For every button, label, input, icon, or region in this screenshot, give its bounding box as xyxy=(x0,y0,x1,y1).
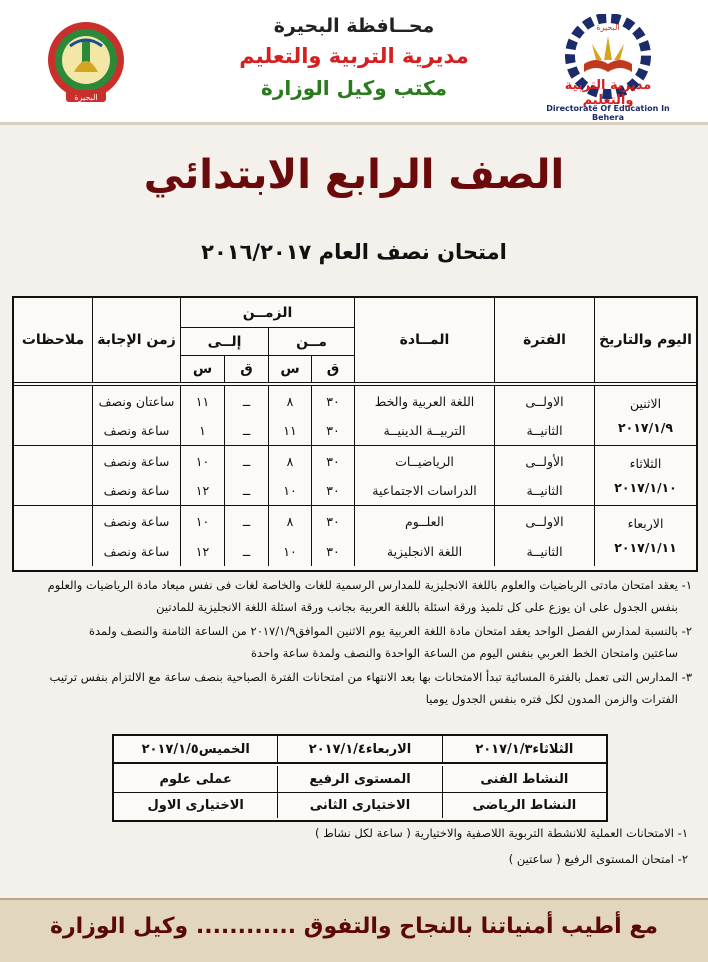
activity-science-practical: عملى علوم xyxy=(159,771,232,787)
foot-note-1: ١- الامتحانات العملية للانشطة التربوية اللاصفية والاختيارية ( ساعة لكل نشاط ) xyxy=(314,826,688,840)
cell-to-s: ١١ xyxy=(180,386,224,416)
cell-to-s: ١٠ xyxy=(180,506,224,536)
cell-from-q: ٣٠ xyxy=(311,386,354,416)
cell-notes xyxy=(14,386,92,416)
header-from-qaf: ق xyxy=(311,356,354,382)
cell-subject: التربيــة الدينيــة xyxy=(354,416,494,446)
activity-elective-2: الاختيارى الثانى xyxy=(277,793,441,818)
cell-from-q: ٣٠ xyxy=(311,416,354,446)
foot-note-2: ٢- امتحان المستوى الرفيع ( ساعتين ) xyxy=(508,852,688,866)
day-date: ٢٠١٧/١/٩ xyxy=(618,419,673,435)
cell-notes xyxy=(14,476,92,506)
header-band xyxy=(0,0,708,125)
cell-from-q: ٣٠ xyxy=(311,536,354,566)
cell-from-s: ١٠ xyxy=(268,476,311,506)
cell-duration: ساعة ونصف xyxy=(92,416,180,446)
cell-from-q: ٣٠ xyxy=(311,506,354,536)
directorate-name: مديرية التربية والتعليم xyxy=(239,44,469,68)
cell-from-s: ٨ xyxy=(268,386,311,416)
cell-duration: ساعة ونصف xyxy=(92,446,180,476)
cell-from-s: ٨ xyxy=(268,446,311,476)
day-date: ٢٠١٧/١/١١ xyxy=(614,540,677,555)
emblem-label: البحيرة xyxy=(74,93,98,102)
activities-row-1 xyxy=(114,766,606,793)
cell-notes xyxy=(14,446,92,476)
activity-advanced-level: المستوى الرفيع xyxy=(277,766,441,792)
logo-caption-text: Directorate Of Education In Behera xyxy=(546,104,670,122)
governorate-name: محــافظة البحيرة xyxy=(273,15,435,37)
header-to-seen: س xyxy=(180,356,224,382)
cell-subject: اللغة العربية والخط xyxy=(354,386,494,416)
cell-period: الثانيــة xyxy=(494,536,594,566)
office-name: مكتب وكيل الوزارة xyxy=(261,76,447,100)
cell-to-q: ــ xyxy=(224,446,268,476)
cell-to-q: ــ xyxy=(224,536,268,566)
day-date: ٢٠١٧/١/١٠ xyxy=(614,479,677,495)
activity-art: النشاط الفنى xyxy=(442,766,606,792)
header-to: إلــى xyxy=(180,328,268,356)
activity-elective-1: الاختيارى الاول xyxy=(147,798,244,813)
cell-subject: الرياضيــات xyxy=(354,446,494,476)
day-name: الاربعاء xyxy=(627,516,664,531)
cell-period: الاولــى xyxy=(494,506,594,536)
cell-period: الثانيــة xyxy=(494,416,594,446)
note-line: ١- يعقد امتحان مادتى الرياضيات والعلوم باللغة الانجليزية للمدارس الرسمية للغات والخاصة لغات فى نفس ميعاد مادة الرياضيات والعلوم xyxy=(47,578,692,592)
header-period: الفترة xyxy=(494,298,594,382)
cell-period: الأولــى xyxy=(494,446,594,476)
day-cell xyxy=(594,506,696,566)
footer-band xyxy=(0,898,708,962)
notes-section xyxy=(16,574,692,712)
header-day-date: اليوم والتاريخ xyxy=(594,298,696,382)
activity-sports: النشاط الرياضى xyxy=(442,793,606,818)
cell-to-s: ١ xyxy=(180,416,224,446)
cell-to-s: ١٠ xyxy=(180,446,224,476)
cell-from-q: ٣٠ xyxy=(311,476,354,506)
cell-from-s: ١٠ xyxy=(268,536,311,566)
cell-duration: ساعة ونصف xyxy=(92,536,180,566)
header-from: مــن xyxy=(268,328,354,356)
day-name: الاثنين xyxy=(629,395,662,411)
schedule-table xyxy=(12,296,698,572)
cell-duration: ساعة ونصف xyxy=(92,476,180,506)
activities-row-2 xyxy=(114,793,606,818)
cell-notes xyxy=(14,416,92,446)
cell-period: الاولــى xyxy=(494,386,594,416)
cell-notes xyxy=(14,536,92,566)
cell-subject: العلــوم xyxy=(354,506,494,536)
cell-duration: ساعتان ونصف xyxy=(92,386,180,416)
activity-date-tuesday: الثلاثاء٢٠١٧/١/٣ xyxy=(442,736,606,762)
cell-subject: الدراسات الاجتماعية xyxy=(354,476,494,506)
footer-text: مع أطيب أمنياتنا بالنجاح والتفوق ............ وكيل الوزارة xyxy=(50,914,658,939)
activities-table xyxy=(112,734,608,822)
cell-to-q: ــ xyxy=(224,416,268,446)
header-time: الزمــن xyxy=(180,298,354,328)
header-duration: زمن الإجابة xyxy=(92,298,180,382)
day-cell xyxy=(594,386,696,446)
cell-from-s: ٨ xyxy=(268,506,311,536)
activity-date-thursday: الخميس٢٠١٧/١/٥ xyxy=(141,741,250,757)
cell-from-q: ٣٠ xyxy=(311,446,354,476)
activities-date-row xyxy=(114,736,606,764)
logo-brand-text: مديرية التربية والتعليم xyxy=(564,78,652,108)
header-titles xyxy=(200,12,508,104)
logo-top-label: البحيرة xyxy=(596,23,620,32)
header-subject: المــادة xyxy=(354,298,494,382)
cell-from-s: ١١ xyxy=(268,416,311,446)
foot-notes xyxy=(48,820,688,872)
cell-to-q: ــ xyxy=(224,476,268,506)
header-from-seen: س xyxy=(268,356,311,382)
note-line: ٢- بالنسبة لمدارس الفصل الواحد يعقد امتحان مادة اللغة العربية يوم الاثنين الموافق٢٠١٧/١/٩ من الساعة الثامنة والنصف ولمدة xyxy=(88,624,692,638)
cell-to-s: ١٢ xyxy=(180,536,224,566)
day-cell xyxy=(594,446,696,506)
header-notes: ملاحظات xyxy=(21,332,85,348)
note-line: بنفس الجدول على ان يوزع على كل تلميذ ورقة اسئلة باللغة العربية بجانب ورقة اسئلة اللغة الانجليزية للمادتين xyxy=(156,600,678,614)
page-subtitle: امتحان نصف العام ٢٠١٦/٢٠١٧ xyxy=(201,240,507,264)
cell-to-s: ١٢ xyxy=(180,476,224,506)
activity-date-wednesday: الاربعاء٢٠١٧/١/٤ xyxy=(277,736,441,762)
governorate-emblem-icon xyxy=(44,16,128,108)
cell-to-q: ــ xyxy=(224,506,268,536)
cell-to-q: ــ xyxy=(224,386,268,416)
page-title: الصف الرابع الابتدائي xyxy=(143,152,565,198)
header-to-qaf: ق xyxy=(224,356,268,382)
day-name: الثلاثاء xyxy=(629,455,662,471)
note-line: ساعتين وامتحان الخط العربي بنفس اليوم من الساعة الواحدة والنصف ولمدة ساعة واحدة xyxy=(251,646,678,660)
note-line: ٣- المدارس التى تعمل بالفترة المسائية تبدأ الامتحانات بها بعد الانتهاء من امتحانات الفترة الصباحية بنصف ساعة مع الالتزام بنفس ترتيب xyxy=(49,670,692,684)
cell-notes xyxy=(14,506,92,536)
note-line: الفترات والزمن المدون لكل فتره بنفس الجدول يوميا xyxy=(425,692,678,706)
cell-period: الثانيــة xyxy=(494,476,594,506)
cell-subject: اللغة الانجليزية xyxy=(354,536,494,566)
cell-duration: ساعة ونصف xyxy=(92,506,180,536)
